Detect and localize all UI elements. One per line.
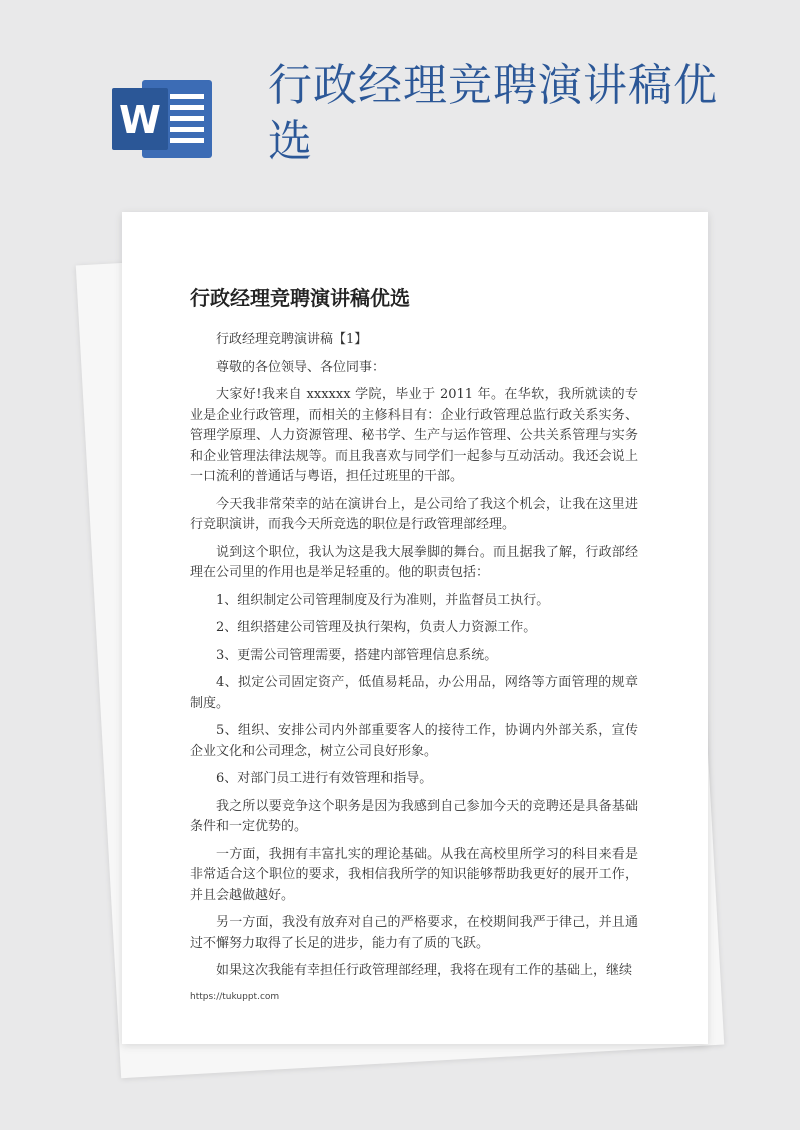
- duty-item: 6、对部门员工进行有效管理和指导。: [216, 771, 433, 786]
- paragraph: 如果这次我能有幸担任行政管理部经理，我将在现有工作的基础上，继续: [216, 963, 633, 978]
- duty-item: 5、组织、安排公司内外部重要客人的接待工作，协调内外部关系，宣传企业文化和公司理念，树立公司良好形象。: [190, 723, 638, 759]
- paragraph: 一方面，我拥有丰富扎实的理论基础。从我在高校里所学习的科目来看是非常适合这个职位的要求，我相信我所学的知识能够帮助我更好的展开工作，并且会越做越好。: [190, 846, 638, 903]
- paragraph: 我之所以要竞争这个职务是因为我感到自己参加今天的竞聘还是具备基础条件和一定优势的。: [190, 798, 638, 834]
- paragraph: 另一方面，我没有放弃对自己的严格要求，在校期间我严于律己，并且通过不懈努力取得了长足的进步，能力有了质的飞跃。: [190, 915, 638, 951]
- paragraph: 今天我非常荣幸的站在演讲台上，是公司给了我这个机会，让我在这里进行竞职演讲，而我今天所竞选的职位是行政管理部经理。: [190, 496, 638, 532]
- footer-url: https://tukuppt.com: [190, 992, 280, 1002]
- svg-text:W: W: [119, 98, 161, 142]
- duty-item: 3、更需公司管理需要，搭建内部管理信息系统。: [216, 647, 498, 663]
- document-body: [190, 330, 638, 989]
- duty-item: 2、组织搭建公司管理及执行架构，负责人力资源工作。: [216, 620, 537, 635]
- document-page: [122, 212, 708, 1044]
- paragraph-heading: 行政经理竞聘演讲稿【1】: [216, 332, 368, 347]
- paragraph: 说到这个职位，我认为这是我大展拳脚的舞台。而且据我了解，行政部经理在公司里的作用也是举足轻重的。他的职责包括：: [190, 544, 638, 580]
- word-document-icon: [112, 74, 216, 164]
- duty-item: 1、组织制定公司管理制度及行为准则，并监督员工执行。: [216, 592, 550, 608]
- duty-item: 4、拟定公司固定资产，低值易耗品，办公用品，网络等方面管理的规章制度。: [190, 675, 638, 711]
- page-title: 行政经理竞聘演讲稿优选: [268, 60, 718, 167]
- document-title: 行政经理竞聘演讲稿优选: [190, 286, 410, 310]
- paragraph-salutation: 尊敬的各位领导、各位同事：: [216, 359, 386, 375]
- paragraph-intro: 大家好!我来自 xxxxxx 学院，毕业于 2011 年。在华软，我所就读的专业是企业行政管理，而相关的主修科目有：企业行政管理总监行政关系实务、管理学原理、人力资源管理、秘书学、生产与运作管理、公共关系管理与实务和企业管理法律法规等。而且我喜欢与同学们一起参与互动活动。我还会说上一口流利的普通话与粤语，担任过班里的干部。: [190, 387, 638, 484]
